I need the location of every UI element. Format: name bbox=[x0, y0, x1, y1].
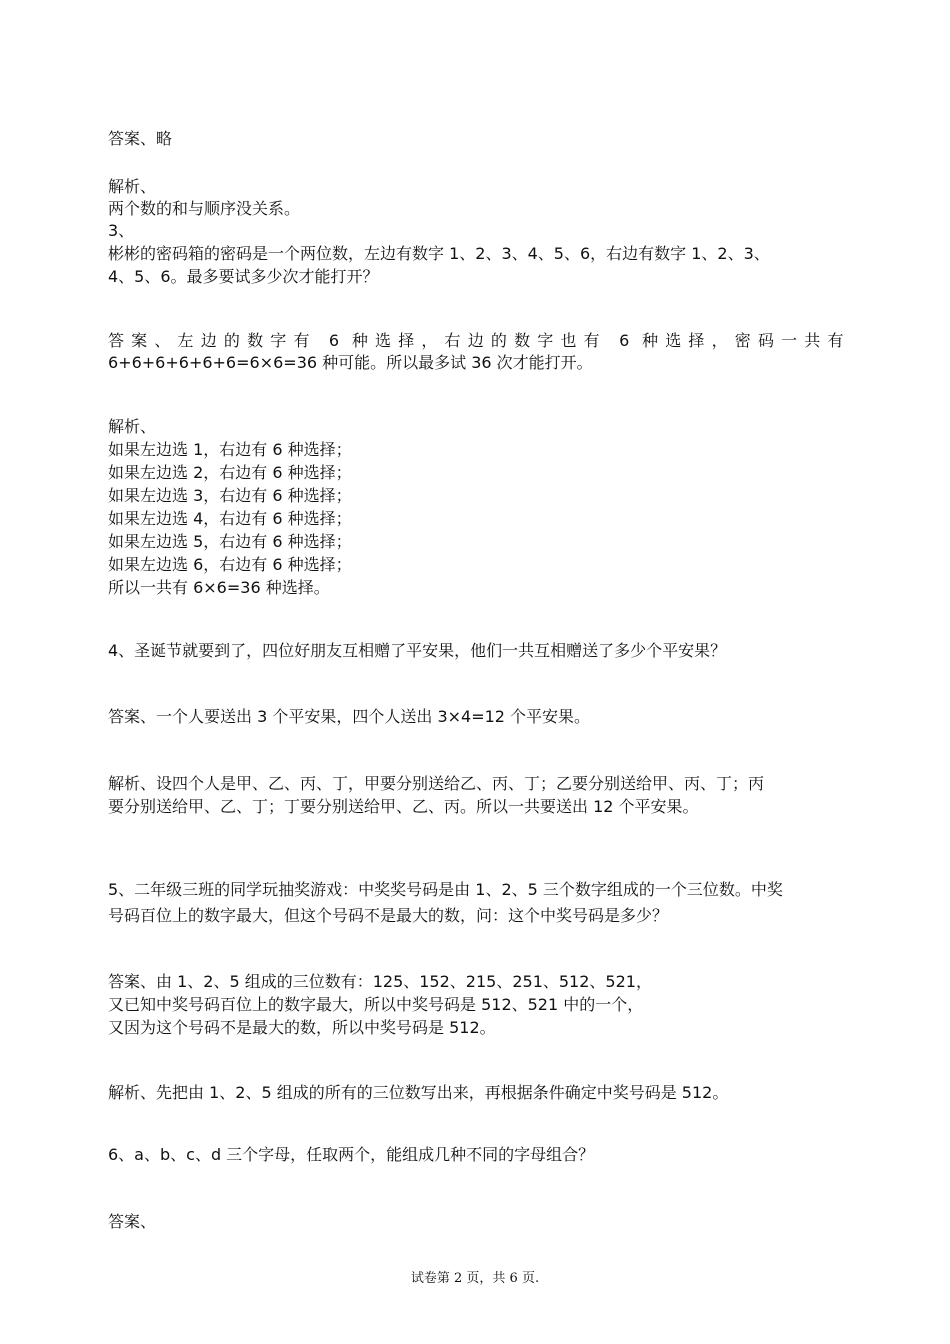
analysis-3-conclusion: 所以一共有 6×6=36 种选择。 bbox=[108, 578, 330, 597]
answer-4-text: 答案、一个人要送出 3 个平安果，四个人送出 3×4=12 个平安果。 bbox=[108, 707, 591, 726]
question-3-text-line-2: 4、5、6。最多要试多少次才能打开？ bbox=[108, 267, 379, 286]
question-3-text-line-1: 彬彬的密码箱的密码是一个两位数，左边有数字 1、2、3、4、5、6，右边有数字 1、2、3、 bbox=[108, 244, 770, 263]
question-5-line-1: 5、二年级三班的同学玩抽奖游戏：中奖奖号码是由 1、2、5 三个数字组成的一个三位数。中奖 bbox=[108, 880, 783, 899]
analysis-3-label: 解析、 bbox=[108, 417, 157, 436]
question-number-3: 3、 bbox=[108, 221, 135, 240]
analysis-3-line-3: 如果左边选 3，右边有 6 种选择； bbox=[108, 486, 352, 505]
page-footer: 试卷第 2 页，共 6 页. bbox=[410, 1271, 540, 1286]
analysis-3-line-1: 如果左边选 1，右边有 6 种选择； bbox=[108, 440, 352, 459]
answer-5-line-3: 又因为这个号码不是最大的数，所以中奖号码是 512。 bbox=[108, 1018, 496, 1037]
question-4-text: 4、圣诞节就要到了，四位好朋友互相赠了平安果，他们一共互相赠送了多少个平安果？ bbox=[108, 641, 727, 660]
analysis-3-line-6: 如果左边选 6，右边有 6 种选择； bbox=[108, 555, 352, 574]
analysis-label: 解析、 bbox=[108, 177, 157, 196]
analysis-3-line-4: 如果左边选 4，右边有 6 种选择； bbox=[108, 509, 352, 528]
question-5-line-2: 号码百位上的数字最大，但这个号码不是最大的数，问：这个中奖号码是多少？ bbox=[108, 906, 669, 925]
answer-3-line-2: 6+6+6+6+6+6=6×6=36 种可能。所以最多试 36 次才能打开。 bbox=[108, 353, 593, 372]
analysis-text: 两个数的和与顺序没关系。 bbox=[108, 199, 301, 218]
question-6-text: 6、a、b、c、d 三个字母，任取两个，能组成几种不同的字母组合？ bbox=[108, 1145, 595, 1164]
answer-6-label: 答案、 bbox=[108, 1212, 157, 1231]
answer-line: 答案、略 bbox=[108, 129, 173, 148]
answer-5-line-2: 又已知中奖号码百位上的数字最大，所以中奖号码是 512、521 中的一个， bbox=[108, 995, 644, 1014]
analysis-3-line-5: 如果左边选 5，右边有 6 种选择； bbox=[108, 532, 352, 551]
answer-3-line-1: 答案、左边的数字有 6 种选择，右边的数字也有 6 种选择，密码一共有 bbox=[108, 331, 844, 350]
analysis-4-line-1: 解析、设四个人是甲、乙、丙、丁，甲要分别送给乙、丙、丁；乙要分别送给甲、丙、丁；丙 bbox=[108, 774, 765, 793]
analysis-3-line-2: 如果左边选 2，右边有 6 种选择； bbox=[108, 463, 352, 482]
analysis-4-line-2: 要分别送给甲、乙、丁；丁要分别送给甲、乙、丙。所以一共要送出 12 个平安果。 bbox=[108, 797, 699, 816]
answer-5-line-1: 答案、由 1、2、5 组成的三位数有：125、152、215、251、512、521， bbox=[108, 972, 652, 991]
analysis-5-text: 解析、先把由 1、2、5 组成的所有的三位数写出来，再根据条件确定中奖号码是 512。 bbox=[108, 1083, 729, 1102]
